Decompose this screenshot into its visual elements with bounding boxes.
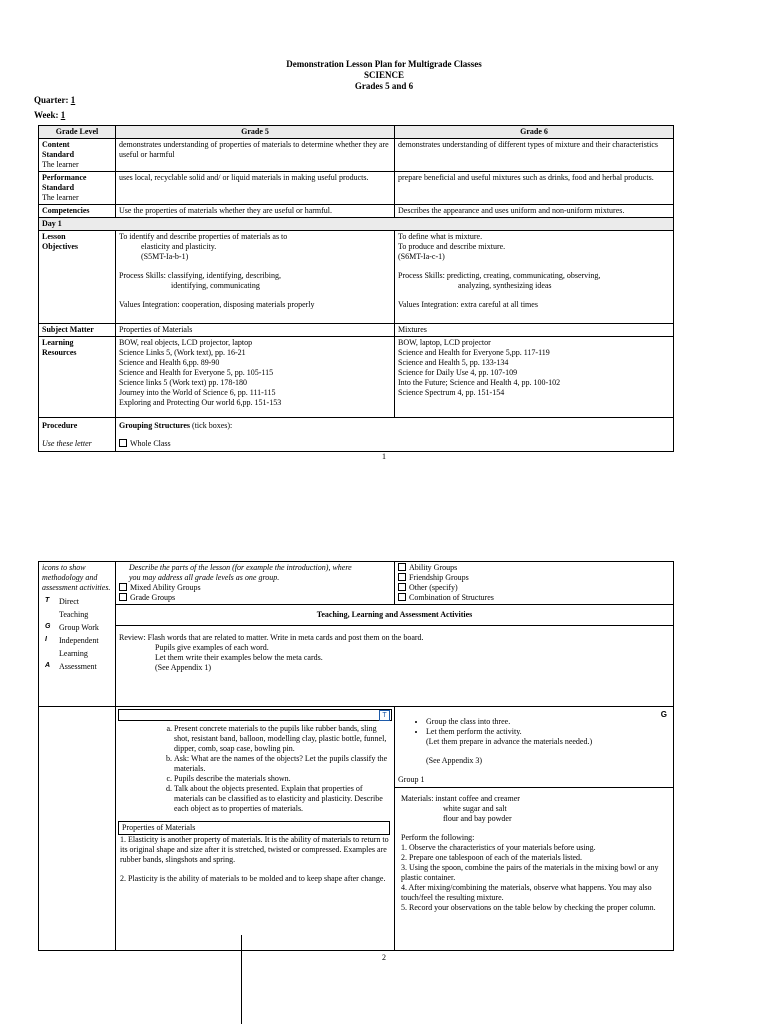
subject-matter-label: Subject Matter (39, 324, 116, 337)
content-label-2: Standard (42, 150, 75, 159)
competencies-g5: Use the properties of materials whether they are useful or harmful. (116, 205, 395, 218)
header-grade-level: Grade Level (39, 126, 116, 139)
performance-standard-g5: uses local, recyclable solid and/ or liquid materials in making useful products. (116, 172, 395, 205)
week-label: Week: (34, 110, 59, 120)
checkbox-icon[interactable] (119, 583, 127, 591)
grouping-structures (119, 421, 670, 431)
subject-title: SCIENCE (363, 70, 404, 80)
content-standard-row (39, 139, 674, 172)
checkbox-label: Grade Groups (130, 593, 176, 602)
legend-label: Learning (59, 649, 88, 658)
content-standard-label (39, 139, 116, 172)
grade6-bullet: • Group the class into three. (426, 717, 670, 727)
property-plasticity: 2. Plasticity is the ability of materials to be molded and to keep shape after change. (120, 874, 386, 883)
checkbox-icon[interactable] (119, 593, 127, 601)
legend-item (42, 649, 112, 659)
resources-label-2: Resources (42, 348, 77, 357)
resource-item: Science and Health 6,pp. 89-90 (119, 358, 220, 367)
legend-item (42, 597, 112, 607)
objective-g5-line: To identify and describe properties of materials as to (119, 232, 288, 241)
tla-heading: Teaching, Learning and Assessment Activities (116, 605, 674, 626)
grade5-steps-list (118, 724, 392, 814)
objective-g6-line: To produce and describe mixture. (398, 242, 506, 251)
objective-g6-skills-cont: analyzing, synthesizing ideas (458, 281, 552, 290)
competencies-row (39, 205, 674, 218)
review-line: (See Appendix 1) (155, 663, 211, 672)
describe-note-2: you may address all grade levels as one group. (129, 573, 280, 582)
resource-item: Science for Daily Use 4, pp. 107-109 (398, 368, 518, 377)
legend-label: Teaching (59, 610, 89, 619)
legend-label: Independent (59, 636, 99, 645)
competencies-g6: Describes the appearance and uses uniform and non-uniform mixtures. (395, 205, 674, 218)
legend-item (42, 623, 112, 633)
grouping-row (39, 562, 674, 605)
subject-matter-g6: Mixtures (395, 324, 674, 337)
whole-class-label: Whole Class (130, 439, 171, 448)
header-grade6: Grade 6 (395, 126, 674, 139)
methodology-note-cell (39, 562, 116, 707)
performance-standard-g6: prepare beneficial and useful mixtures such as drinks, food and herbal products. (395, 172, 674, 205)
perform-step: 2. Prepare one tablespoon of each of the materials listed. (401, 853, 583, 862)
grouping-label: Grouping Structures (119, 421, 191, 430)
quarter-line (34, 95, 75, 106)
other-checkbox[interactable] (398, 583, 670, 593)
legend-item (42, 662, 112, 672)
legend-item (42, 636, 112, 646)
objective-g5-skills: Process Skills: classifying, identifying, describing, (119, 271, 281, 280)
subject-matter-row (39, 324, 674, 337)
resource-item: Science links 5 (Work text) pp. 178-180 (119, 378, 247, 387)
objective-g6-skills: Process Skills: predicting, creating, communicating, observing, (398, 271, 601, 280)
objectives-g6 (395, 231, 674, 324)
week-line (34, 110, 65, 121)
grade-activities-row (39, 707, 674, 951)
grade5-step: c. Pupils describe the materials shown. (174, 774, 392, 784)
review-line: Pupils give examples of each word. (155, 643, 269, 652)
objectives-label-1: Lesson (42, 232, 66, 241)
grade6-bullet-note: (Let them prepare in advance the materials needed.) (426, 737, 593, 746)
group-work-icon: G (660, 710, 667, 719)
legend-symbol (42, 649, 59, 659)
objective-g6-values: Values Integration: extra careful at all times (398, 300, 538, 309)
checkbox-icon[interactable] (398, 593, 406, 601)
review-row (39, 626, 674, 707)
quarter-value: 1 (70, 95, 76, 105)
procedure-label: Procedure (42, 421, 78, 430)
direct-teaching-icon: T (379, 710, 390, 721)
resources-label-1: Learning (42, 338, 74, 347)
content-standard-g6: demonstrates understanding of different types of mixture and their characteristics (395, 139, 674, 172)
combination-checkbox[interactable] (398, 593, 670, 603)
legend-symbol: I (45, 636, 47, 643)
perform-step: 5. Record your observations on the table below by checking the proper column. (401, 903, 656, 912)
grouping-right-cell (395, 562, 674, 605)
describe-note-1: Describe the parts of the lesson (for example the introduction), where (129, 563, 352, 572)
legend-label: Direct (59, 597, 79, 606)
grade5-activity-cell (116, 707, 395, 951)
perform-step: 1. Observe the characteristics of your materials before using. (401, 843, 596, 852)
table-header-row (39, 126, 674, 139)
grades-title: Grades 5 and 6 (354, 81, 414, 91)
procedure-note: Use these letter (42, 439, 92, 448)
performance-standard-row (39, 172, 674, 205)
grade-groups-checkbox[interactable] (119, 593, 391, 603)
checkbox-label: Combination of Structures (409, 593, 494, 602)
grade5-step: b. Ask: What are the names of the objects? Let the pupils classify the materials. (174, 754, 392, 774)
objectives-label (39, 231, 116, 324)
procedure-row (39, 418, 674, 452)
friendship-groups-checkbox[interactable] (398, 573, 670, 583)
doc-title (0, 59, 768, 92)
resource-item: Science and Health 5, pp. 133-134 (398, 358, 509, 367)
grade5-step: d. Talk about the objects presented. Explain that properties of materials can be classified as to elasticity and plasticity. Describe each object as to properties of materials. (174, 784, 392, 814)
competencies-label: Competencies (39, 205, 116, 218)
grouping-suffix: (tick boxes): (190, 421, 233, 430)
grade6-bullets (398, 717, 670, 737)
perform-step: 3. Using the spoon, combine the pairs of the materials in the mixing bowl or any plastic container. (401, 863, 659, 882)
resource-item: BOW, laptop, LCD projector (398, 338, 491, 347)
legend-symbol (42, 610, 59, 620)
whole-class-checkbox[interactable] (119, 439, 670, 449)
empty-left-cell (39, 707, 116, 951)
page-number-2: 2 (382, 953, 386, 962)
review-line: Review: Flash words that are related to matter. Write in meta cards and post them on the board. (119, 633, 424, 642)
mixed-ability-checkbox[interactable] (119, 583, 391, 593)
resource-item: Exploring and Protecting Our world 6,pp. 151-153 (119, 398, 282, 407)
grade5-step: a. Present concrete materials to the pupils like rubber bands, sling shot, resistant band, balloon, modelling clay, plastic bottle, funnel, dipper, comb, soap case, bowling pin. (174, 724, 392, 754)
procedure-label-cell (39, 418, 116, 452)
resource-item: BOW, real objects, LCD projector, laptop (119, 338, 253, 347)
legend-symbol: A (45, 662, 51, 669)
review-cell (116, 626, 674, 707)
checkbox-icon[interactable] (119, 439, 127, 447)
group-activity-box (395, 787, 673, 913)
checkbox-label: Friendship Groups (409, 573, 469, 582)
perform-heading: Perform the following: (401, 833, 475, 842)
performance-label-2: Standard (42, 183, 75, 192)
checkbox-label: Other (specify) (409, 583, 458, 592)
grade6-bullet: • Let them perform the activity. (426, 727, 670, 737)
lesson-plan-table (38, 125, 674, 452)
performance-label-1: Performance (42, 173, 87, 182)
resource-item: Science and Health for Everyone 5,pp. 117-119 (398, 348, 550, 357)
objective-g6-code: (S6MT-Ia-c-1) (398, 252, 445, 261)
checkbox-icon[interactable] (398, 583, 406, 591)
properties-heading: Properties of Materials (118, 821, 390, 835)
objectives-label-2: Objectives (42, 242, 78, 251)
day-label: Day 1 (39, 218, 674, 231)
objective-g5-values: Values Integration: cooperation, disposing materials properly (119, 300, 315, 309)
objectives-g5 (116, 231, 395, 324)
legend-symbol: T (45, 597, 50, 604)
quarter-label: Quarter: (34, 95, 69, 105)
resources-label (39, 337, 116, 418)
checkbox-label: Ability Groups (409, 563, 458, 572)
grade5-activity-header-box (118, 709, 392, 721)
lesson-plan-title: Demonstration Lesson Plan for Multigrade Classes (286, 59, 482, 69)
procedure-grouping-cell (116, 418, 674, 452)
materials-line: white sugar and salt (443, 804, 507, 813)
group-label: Group 1 (398, 775, 425, 784)
resources-g6 (395, 337, 674, 418)
objectives-row (39, 231, 674, 324)
legend-symbol: G (45, 623, 51, 630)
review-line: Let them write their examples below the meta cards. (155, 653, 323, 662)
resource-item: Into the Future; Science and Health 4, pp. 100-102 (398, 378, 561, 387)
content-label-1: Content (42, 140, 70, 149)
objective-g5-line: elasticity and plasticity. (141, 242, 217, 251)
legend (42, 597, 112, 672)
ability-groups-checkbox[interactable] (398, 563, 670, 573)
resources-row (39, 337, 674, 418)
page-number-1: 1 (382, 452, 386, 461)
week-value: 1 (60, 110, 66, 120)
content-standard-g5: demonstrates understanding of properties of materials to determine whether they are useful or harmful (116, 139, 395, 172)
methodology-note: icons to show methodology and assessment activities. (42, 563, 111, 592)
grade6-activity-cell (395, 707, 674, 951)
header-grade5: Grade 5 (116, 126, 395, 139)
resource-item: Science Spectrum 4, pp. 151-154 (398, 388, 505, 397)
checkbox-label: Mixed Ability Groups (130, 583, 201, 592)
perform-step: 4. After mixing/combining the materials, observe what happens. You may also touch/feel the resulting mixture. (401, 883, 652, 902)
table-continuation-line (241, 935, 242, 1024)
legend-label: Group Work (59, 623, 99, 632)
subject-matter-g5: Properties of Materials (116, 324, 395, 337)
activities-table (38, 561, 674, 951)
performance-label-3: The learner (42, 193, 79, 202)
checkbox-icon[interactable] (398, 563, 406, 571)
materials-line: Materials: instant coffee and creamer (401, 794, 520, 803)
objective-g5-code: (S5MT-Ia-b-1) (141, 252, 189, 261)
performance-standard-label (39, 172, 116, 205)
objective-g5-skills-cont: identifying, communicating (171, 281, 260, 290)
resource-item: Science Links 5, (Work text), pp. 16-21 (119, 348, 246, 357)
property-elasticity: 1. Elasticity is another property of materials. It is the ability of materials to return to its original shape and size after it is stretched, twisted or compressed. Examples are rubber bands, slingshots and spring. (120, 835, 389, 864)
day-row (39, 218, 674, 231)
resource-item: Science and Health for Everyone 5, pp. 105-115 (119, 368, 274, 377)
legend-label: Assessment (59, 662, 97, 671)
content-label-3: The learner (42, 160, 79, 169)
objective-g6-line: To define what is mixture. (398, 232, 483, 241)
materials-line: flour and bay powder (443, 814, 512, 823)
resources-g5 (116, 337, 395, 418)
checkbox-icon[interactable] (398, 573, 406, 581)
grouping-left-cell (116, 562, 395, 605)
legend-item (42, 610, 112, 620)
tla-heading-row (39, 605, 674, 626)
grade6-appendix: (See Appendix 3) (426, 756, 482, 765)
resource-item: Journey into the World of Science 6, pp. 111-115 (119, 388, 276, 397)
